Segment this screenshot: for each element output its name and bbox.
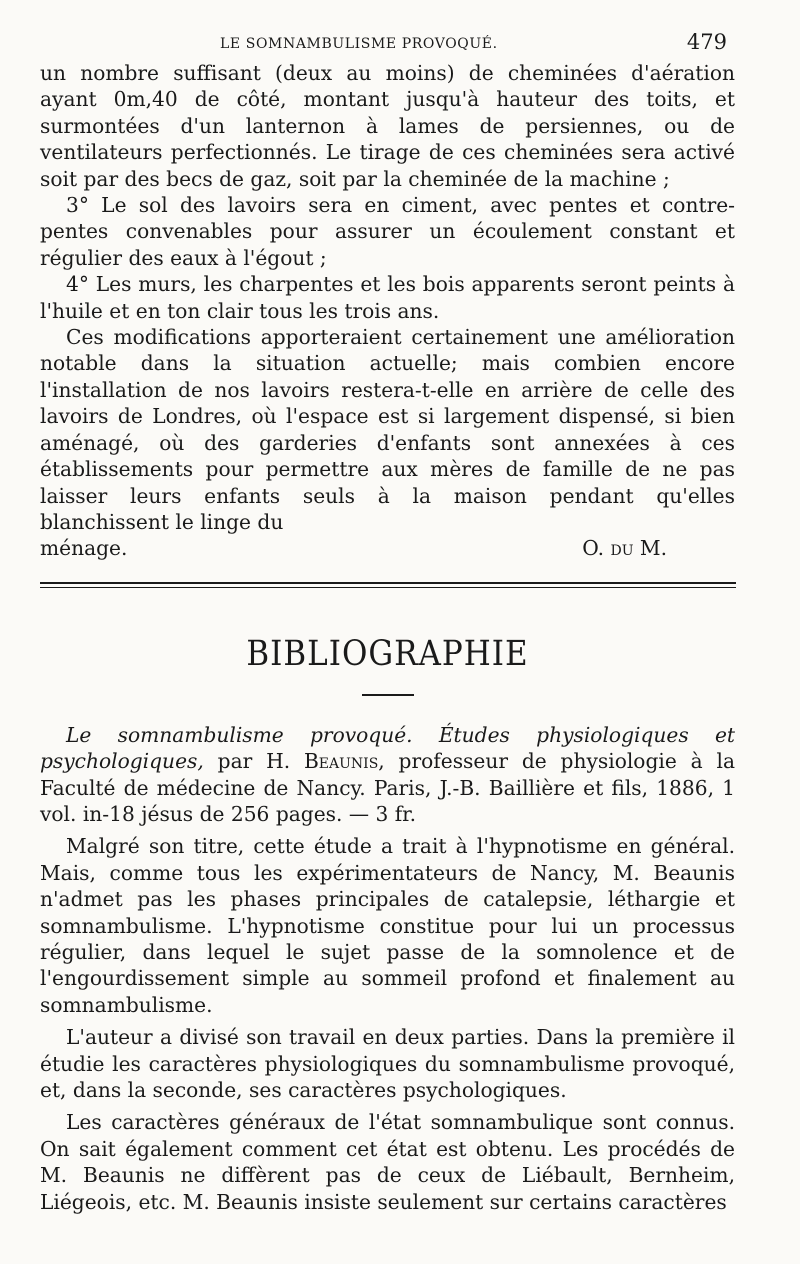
page-number: 479 xyxy=(686,30,727,54)
review-paragraph: L'auteur a divisé son travail en deux parties. Dans la première il étudie les caractères physiologiques du somnambulisme provoqué, et, dans la seconde, ses caractères psychologiques. xyxy=(40,1025,735,1102)
book-title: Le somnambulisme provoqué. Études physiologiques et psychologiques, xyxy=(40,722,735,774)
book-author: Beaunis xyxy=(303,749,379,774)
running-title: LE SOMNAMBULISME PROVOQUÉ. xyxy=(220,36,498,52)
citation-details: , professeur de physiologie à la Faculté de médecine de Nancy. Paris, J.-B. Baillière et fils, 1886, 1 vol. in-18 jésus de 256 pages. — 3 fr. xyxy=(40,749,735,826)
book-citation xyxy=(40,722,735,828)
running-head xyxy=(40,30,735,60)
section-divider xyxy=(40,582,736,588)
article-continuation xyxy=(40,60,735,562)
author-signature: O. du M. xyxy=(582,536,667,561)
book-review xyxy=(40,722,735,1215)
title-underline xyxy=(362,694,414,696)
article-paragraph: 3° Le sol des lavoirs sera en ciment, avec pentes et contre-pentes convenables pour assurer un écoulement constant et régulier des eaux à l'égout ; xyxy=(40,193,735,270)
article-paragraph: un nombre suffisant (deux au moins) de cheminées d'aération ayant 0m,40 de côté, montant jusqu'à hauteur des toits, et surmontées d'un lanternon à lames de persiennes, ou de ventilateurs perfectionnés. Le tirage de ces cheminées sera activé soit par des becs de gaz, soit par la cheminée de la machine ; xyxy=(40,61,735,191)
article-paragraph: 4° Les murs, les charpentes et les bois apparents seront peints à l'huile et en ton clair tous les trois ans. xyxy=(40,272,735,323)
citation-by: par H. xyxy=(217,749,291,774)
page xyxy=(40,30,735,1215)
review-paragraph: Les caractères généraux de l'état somnambulique sont connus. On sait également comment cet état est obtenu. Les procédés de M. Beaunis ne diffèrent pas de ceux de Liébault, Bernheim, Liégeois, etc. M. Beaunis insiste seulement sur certains caractères xyxy=(40,1110,735,1214)
article-signoff xyxy=(40,535,735,561)
review-paragraph: Malgré son titre, cette étude a trait à l'hypnotisme en général. Mais, comme tous les expérimentateurs de Nancy, M. Beaunis n'admet pas les phases principales de catalepsie, léthargie et somnambulisme. L'hypnotisme constitue pour lui un processus régulier, dans lequel le sujet passe de la somnolence et de l'engourdissement simple au sommeil profond et finalement au somnambulisme. xyxy=(40,834,735,1017)
article-paragraph: Ces modifications apporteraient certainement une amélioration notable dans la situation actuelle; mais combien encore l'installation de nos lavoirs restera-t-elle en arrière de celle des lavoirs de Londres, où l'espace est si largement dispensé, si bien aménagé, où des garderies d'enfants sont annexées à ces établissements pour permettre aux mères de famille de ne pas laisser leurs enfants seuls à la maison pendant qu'elles blanchissent le linge du xyxy=(40,325,735,534)
section-title: BIBLIOGRAPHIE xyxy=(246,633,529,674)
article-last-word: ménage. xyxy=(40,536,128,561)
